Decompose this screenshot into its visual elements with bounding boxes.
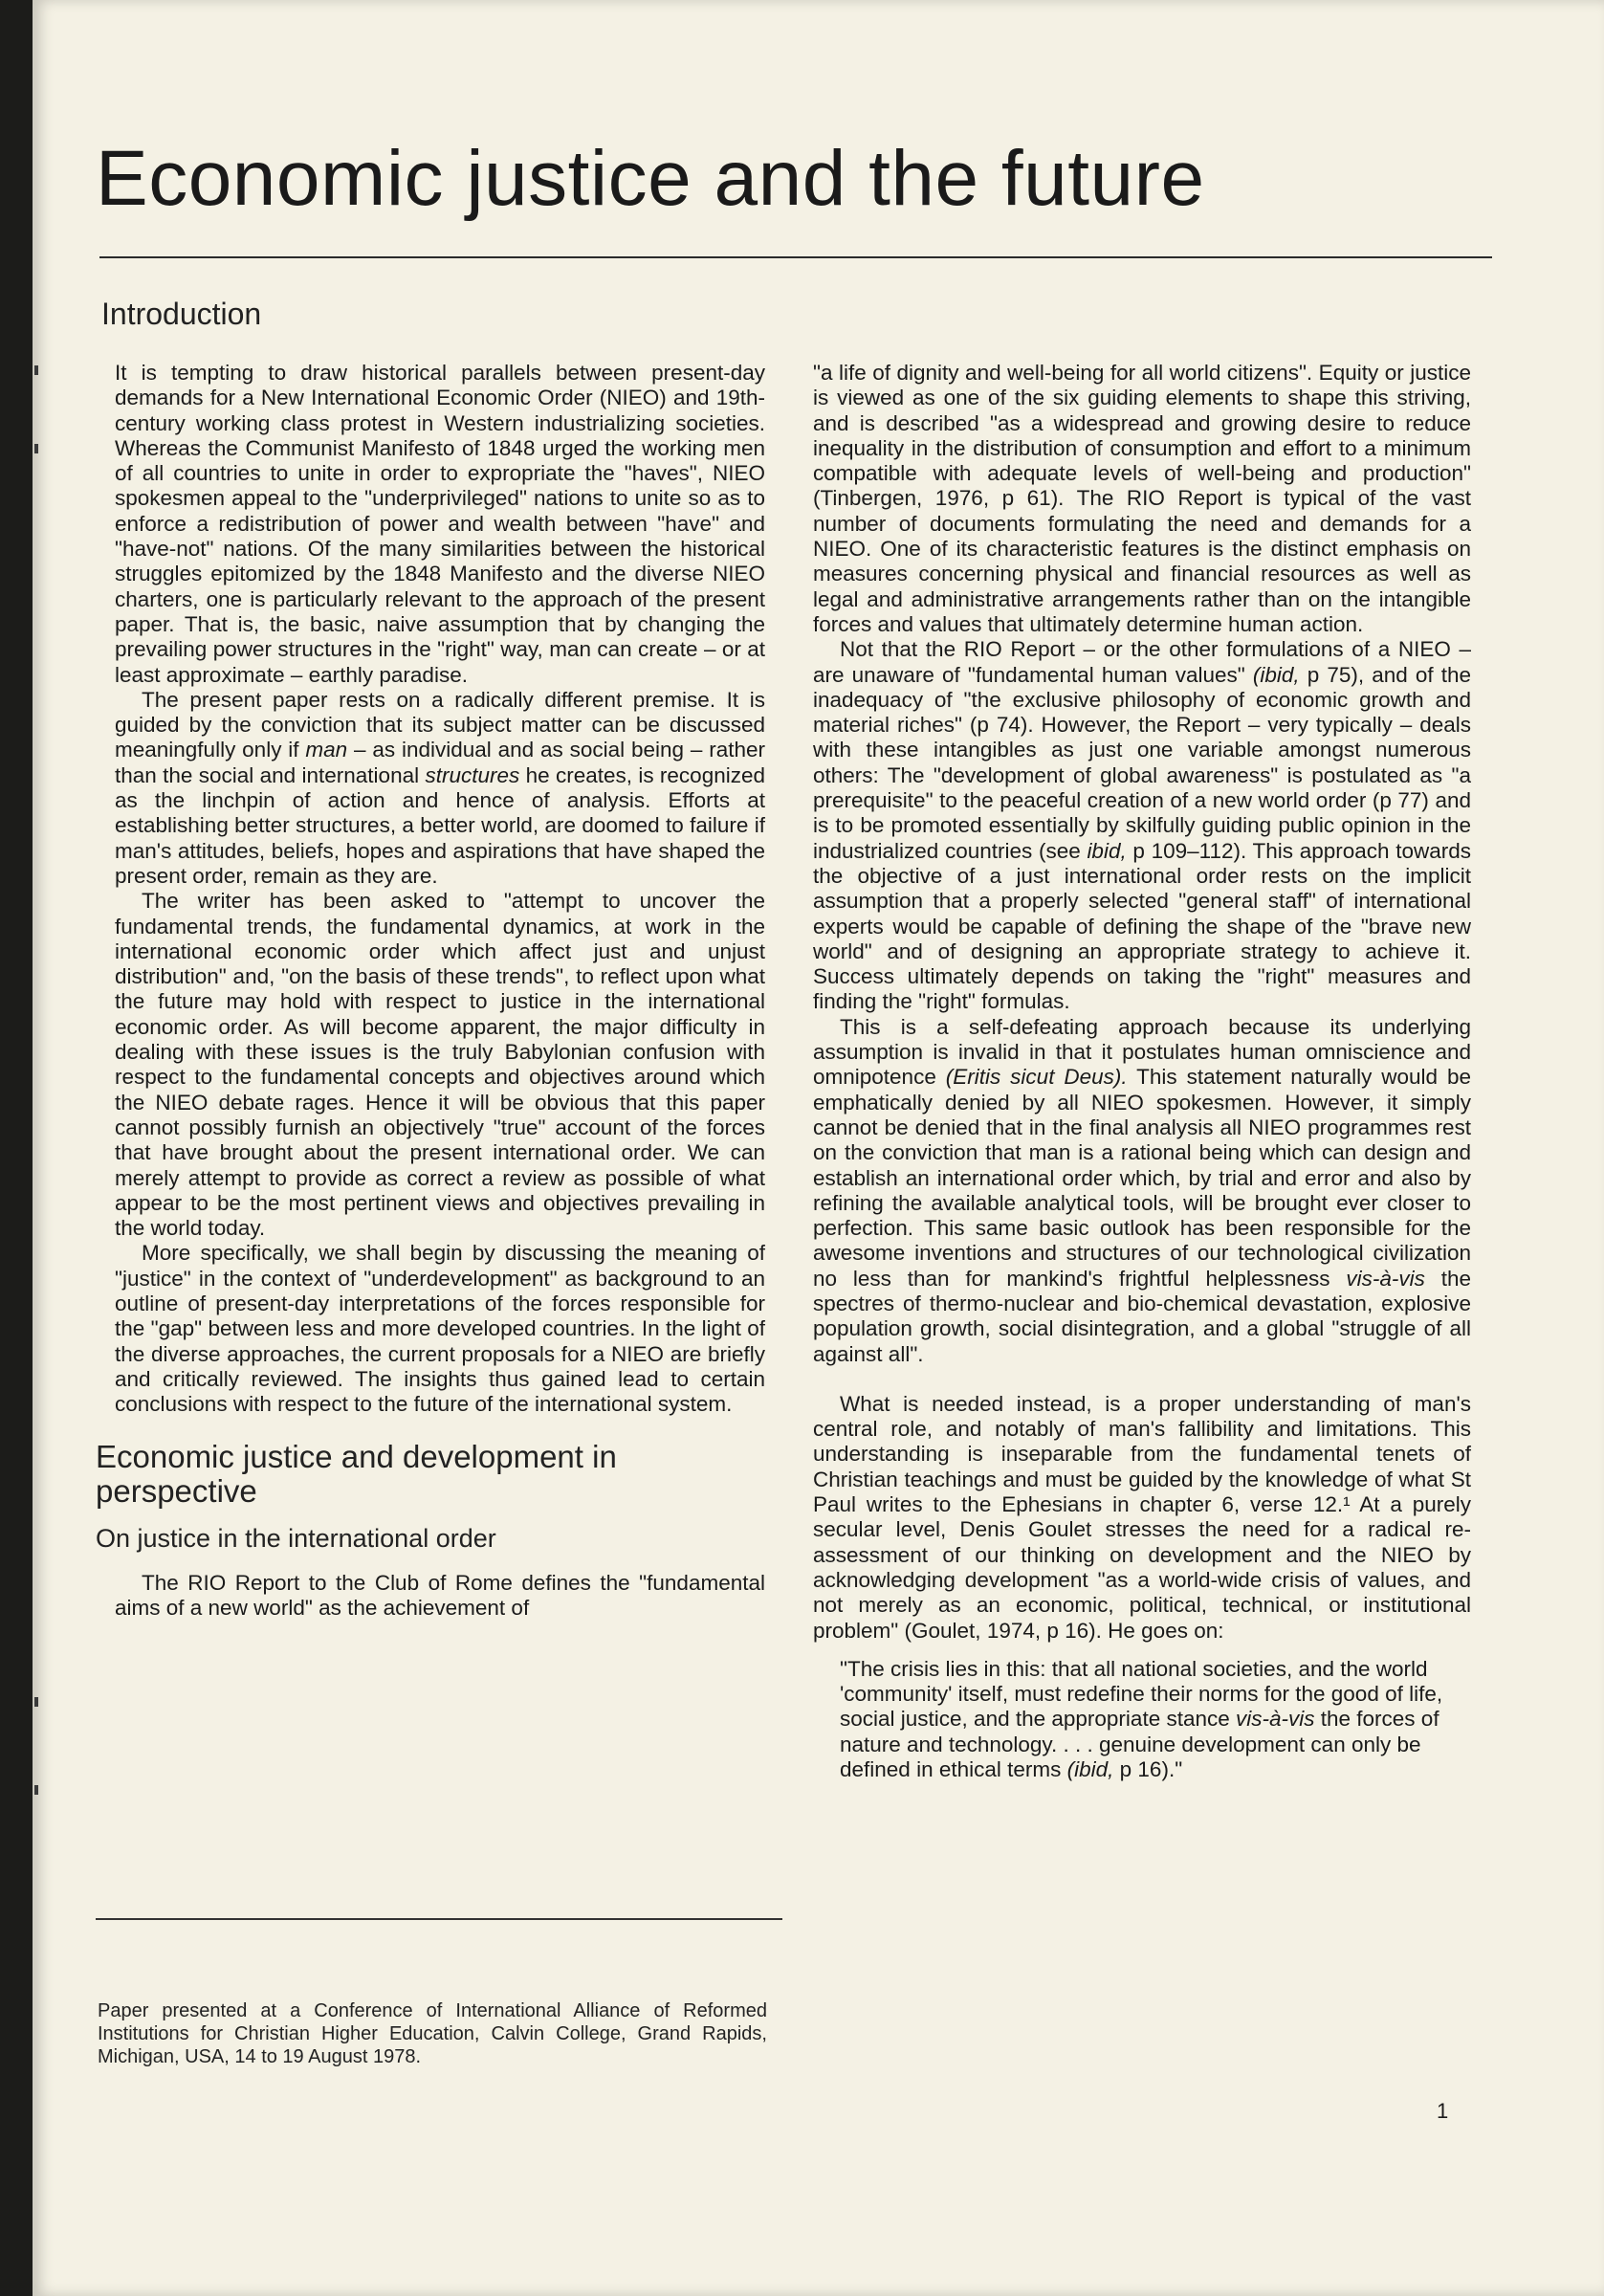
right-column [813,361,1471,1782]
paragraph: The present paper rests on a radically different premise. It is guided by the conviction that its subject matter can be discussed meaningfully only if man – as individual and as social being – rather than the social and international structures he creates, is recognized as the linchpin of action and hence of analysis. Efforts at establishing better structures, a better world, are doomed to failure if man's attitudes, beliefs, hopes and aspirations that have shaped the present order, remain as they are. [115,687,765,888]
page-number: 1 [1437,2099,1449,2123]
paragraph: More specifically, we shall begin by discussing the meaning of "justice" in the context of "underdevelopment" as background to an outline of present-day interpretations of the forces responsible for the "gap" between less and more developed countries. In the light of the diverse approaches, the current proposals for a NIEO are briefly and critically reviewed. The insights thus gained lead to certain conclusions with respect to the future of the international system. [115,1241,765,1417]
subsection-heading: On justice in the international order [96,1524,496,1554]
paragraph: Not that the RIO Report – or the other formulations of a NIEO – are unaware of "fundamental human values" (ibid, p 75), and of the inadequacy of "the exclusive philosophy of economic growth and material riches" (p 74). However, the Report – very typically – deals with these intangibles as just one variable amongst numerous others: The "development of global awareness" is postulated as "a prerequisite" to the peaceful creation of a new world order (p 77) and is to be promoted essentially by skilfully guiding public opinion in the industrialized countries (see ibid, p 109–112). This approach towards the objective of a just international order rests on the implicit assumption that a properly selected "general staff" of international experts would be capable of defining the shape of the "brave new world" and of designing an appropriate strategy to achieve it. Success ultimately depends on taking the "right" measures and finding the "right" formulas. [813,637,1472,1014]
margin-mark [34,444,38,453]
page-title: Economic justice and the future [96,135,1205,222]
margin-mark [34,365,38,375]
paragraph: This is a self-defeating approach because its underlying assumption is invalid in that it postulates human omniscience and omnipotence (Eritis sicut Deus). This statement naturally would be emphatically denied by all NIEO spokesmen. However, it simply cannot be denied that in the final analysis all NIEO programmes rest on the conviction that man is a rational being which can design and establish an international order which, by trial and error and also by refining the available analytical tools, will be brought ever closer to perfection. This same basic outlook has been responsible for the awesome inventions and structures of our technological civilization no less than for mankind's frightful helplessness vis-à-vis the spectres of thermo-nuclear and bio-chemical devastation, explosive population growth, social disintegration, and a global "struggle of all against all". [813,1014,1472,1366]
quote-text: "The crisis lies in this: that all national societies, and the world 'community' itself, must redefine their norms for the good of life, social justice, and the appropriate stance vis-à-vis the forces of nature and technology. . . . genuine development can only be defined in ethical terms (ibid, p 16)." [840,1656,1443,1782]
margin-mark [34,1697,38,1707]
paragraph: What is needed instead, is a proper understanding of man's central role, and notably of man's fallibility and limitations. This understanding is inseparable from the fundamental tenets of Christian teachings and must be guided by the knowledge of what St Paul writes to the Ephesians in chapter 6, verse 12.¹ At a purely secular level, Denis Goulet stresses the need for a radical re-assessment of our thinking on development and the NIEO by acknowledging development "as a world-wide crisis of values, and not merely as an economic, political, technical, or institutional problem" (Goulet, 1974, p 16). He goes on: [813,1391,1471,1643]
paragraph: It is tempting to draw historical parallels between present-day demands for a New International Economic Order (NIEO) and 19th-century working class protest in Western industrializing societies. Whereas the Communist Manifesto of 1848 urged the working men of all countries to unite in order to expropriate the "haves", NIEO spokesmen appeal to the "underprivileged" nations to unite so as to enforce a redistribution of power and wealth between "have" and "have-not" nations. Of the many similarities between the historical struggles epitomized by the 1848 Manifesto and the diverse NIEO charters, one is particularly relevant to the approach of the present paper. That is, the basic, naive assumption that by changing the prevailing power structures in the "right" way, man can create – or at least approximate – earthly paradise. [115,361,765,687]
paragraph: The RIO Report to the Club of Rome defines the "fundamental aims of a new world" as the achievement of [115,1570,765,1621]
margin-mark [34,1785,38,1795]
left-column [96,361,765,1621]
block-quote [840,1657,1471,1782]
paragraph: The writer has been asked to "attempt to uncover the fundamental trends, the fundamental dynamics, at work in the international economic order which affect just and unjust distribution" and, "on the basis of these trends", to reflect upon what the future may hold with respect to justice in the international economic order. As will become apparent, the major difficulty in dealing with these issues is the truly Babylonian confusion with respect to the fundamental concepts and objectives around which the NIEO debate rages. Hence it will be obvious that this paper cannot possibly furnish an objectively "true" account of the forces that have brought about the present international order. We can merely attempt to provide as correct a review as possible of what appear to be the most pertinent views and objectives prevailing in the world today. [115,889,765,1241]
section-heading: Economic justice and development in perspective [96,1439,617,1510]
title-divider [99,256,1492,258]
document-page [33,0,1604,2296]
footnote: Paper presented at a Conference of International Alliance of Reformed Institutions for Christian Higher Education, Calvin College, Grand Rapids, Michigan, USA, 14 to 19 August 1978. [98,2000,767,2067]
paragraph: "a life of dignity and well-being for all world citizens". Equity or justice is viewed as one of the six guiding elements to shape this striving, and is described "as a widespread and growing desire to reduce inequality in the distribution of consumption and effort to a minimum compatible with adequate levels of well-being and production" (Tinbergen, 1976, p 61). The RIO Report is typical of the vast number of documents formulating the need and demands for a NIEO. One of its characteristic features is the distinct emphasis on measures concerning physical and financial resources as well as legal and administrative arrangements rather than on the intangible forces and values that ultimately determine human action. [813,361,1471,636]
footnote-divider [96,1918,782,1920]
intro-heading: Introduction [101,297,262,331]
